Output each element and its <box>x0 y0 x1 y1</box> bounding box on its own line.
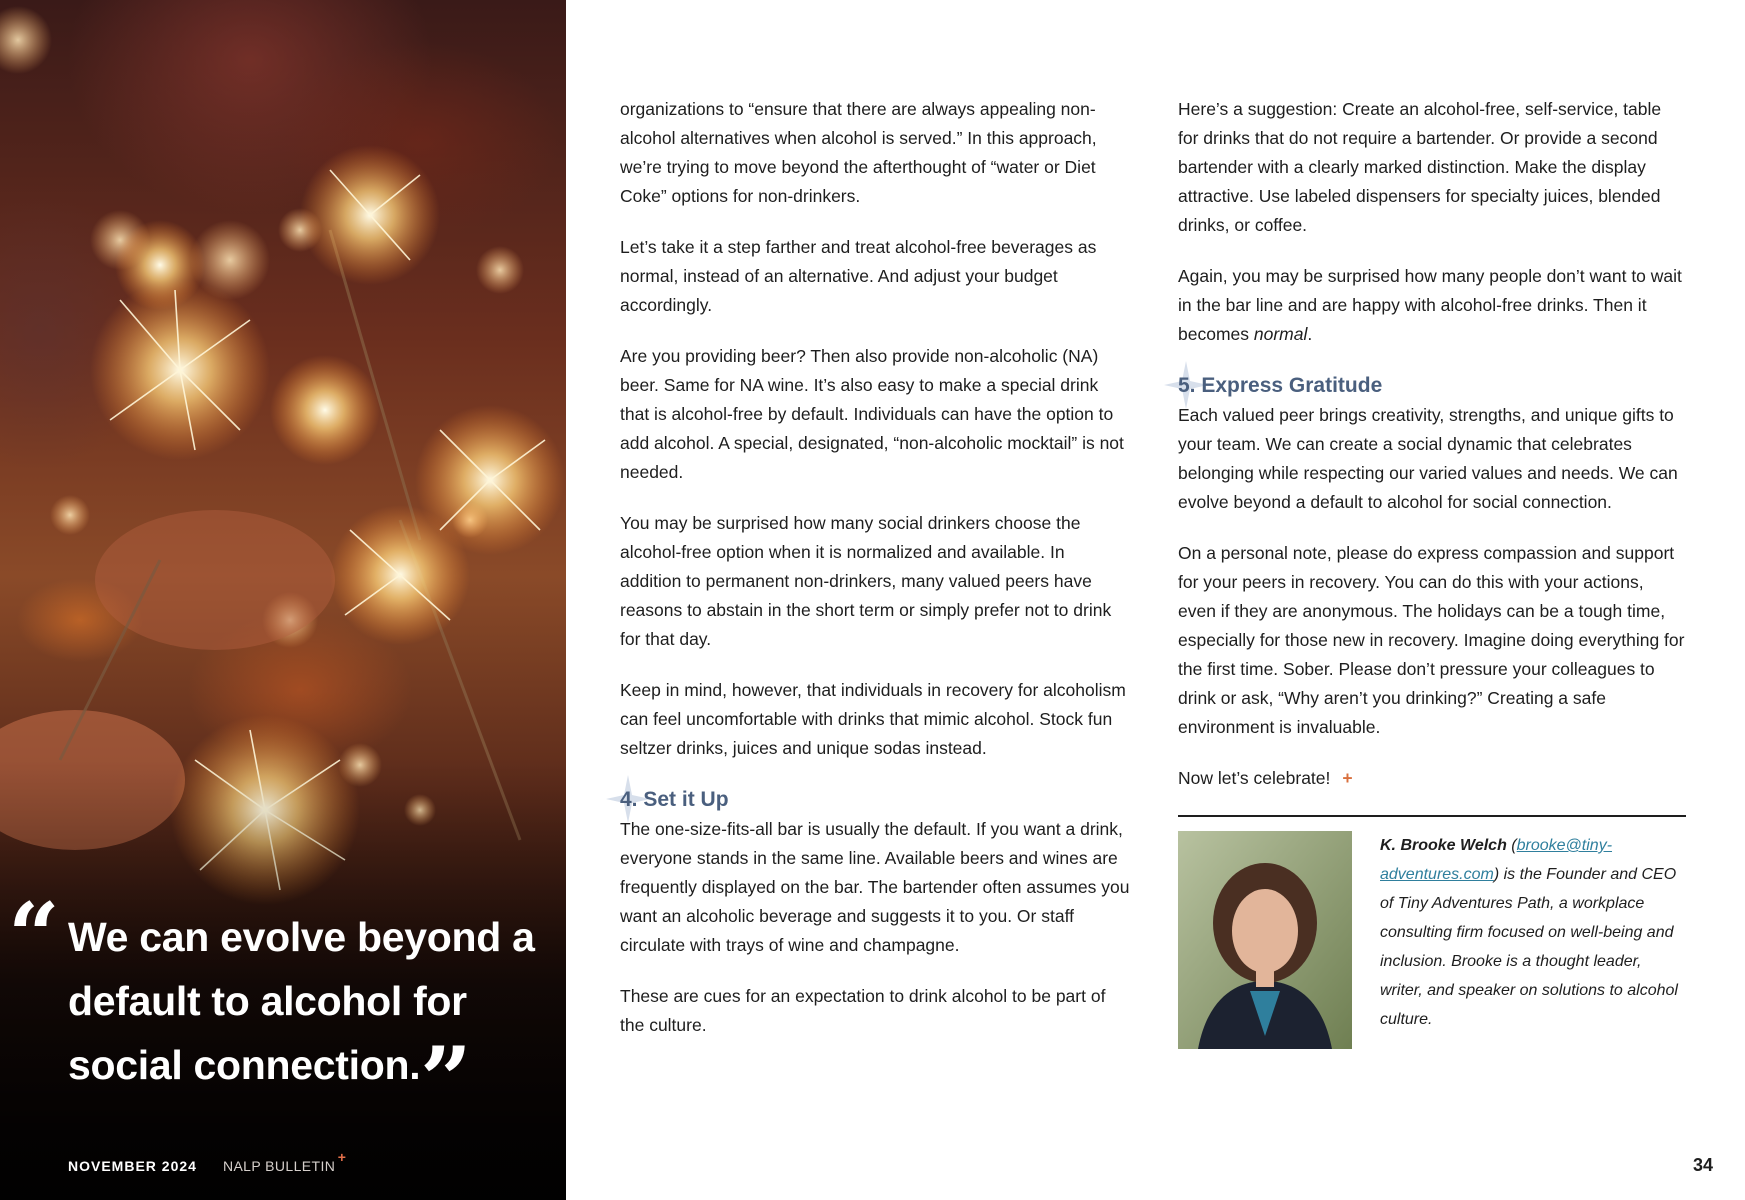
paragraph-end: . <box>1307 324 1313 344</box>
article-column-right <box>1178 95 1686 1049</box>
paragraph-text: Again, you may be surprised how many people don’t want to wait in the bar line and are happy with alcohol-free drinks. Then it becomes <box>1178 266 1682 344</box>
pull-quote <box>8 883 538 1133</box>
publication-label: NALP BULLETIN <box>222 1158 336 1174</box>
author-name: K. Brooke Welch <box>1380 837 1507 854</box>
open-quote-mark: “ <box>8 883 60 989</box>
paragraph: organizations to “ensure that there are always appealing non-alcohol alternatives when alcohol is served.” In this approach, we’re trying to move beyond the afterthought of “water or Diet Coke” options for non-drinkers. <box>620 99 1097 206</box>
section-title: 4. Set it Up <box>620 788 729 811</box>
author-bio <box>1178 831 1686 1049</box>
paragraph: Let’s take it a step farther and treat alcohol-free beverages as normal, instead of an alternative. And adjust your budget accordingly. <box>620 237 1097 315</box>
author-photo <box>1178 831 1352 1049</box>
section-heading-set-it-up <box>620 785 1130 815</box>
issue-date: NOVEMBER 2024 <box>68 1158 197 1174</box>
paragraph: On a personal note, please do express compassion and support for your peers in recovery. You can do this with your actions, even if they are anonymous. The holidays can be a tough time, especially for those new in recovery. Imagine doing everything for the first time. Sober. Please don’t pressure your colleagues to drink or ask, “Why aren’t you drinking?” Creating a safe environment is invaluable. <box>1178 543 1685 737</box>
closing-line <box>1178 764 1686 793</box>
paragraph: Here’s a suggestion: Create an alcohol-free, self-service, table for drinks that do not require a bartender. Or provide a second bartender with a clearly marked distinction. Make the display attractive. Use labeled dispensers for specialty juices, blended drinks, or coffee. <box>1178 99 1662 235</box>
plus-icon: + <box>1342 768 1353 788</box>
paragraph: These are cues for an expectation to drink alcohol to be part of the culture. <box>620 986 1106 1035</box>
paragraph: Each valued peer brings creativity, strengths, and unique gifts to your team. We can create a social dynamic that celebrates belonging while respecting our varied values and needs. We can evolve beyond a default to alcohol for social connection. <box>1178 405 1678 512</box>
pull-quote-text: We can evolve beyond a default to alcohol for social connection. <box>68 914 535 1088</box>
page-number: 34 <box>1692 1155 1713 1175</box>
section-title: 5. Express Gratitude <box>1178 374 1383 397</box>
paragraph: Keep in mind, however, that individuals in recovery for alcoholism can feel uncomfortable with drinks that mimic alcohol. Stock fun seltzer drinks, juices and unique sodas instead. <box>620 680 1126 758</box>
emphasis-text: normal <box>1253 324 1308 344</box>
section-heading-express-gratitude <box>1178 371 1686 401</box>
divider <box>1178 815 1686 817</box>
paragraph: The one-size-fits-all bar is usually the default. If you want a drink, everyone stands in the same line. Available beers and wines are frequently displayed on the bar. The bartender often assumes you want an alcoholic beverage and suggests it to you. Or staff circulate with trays of wine and champagne. <box>620 819 1130 955</box>
close-quote-mark: ” <box>420 1027 472 1133</box>
paragraph: You may be surprised how many social drinkers choose the alcohol-free option when it is normalized and available. In addition to permanent non-drinkers, many valued peers have reasons to abstain in the short term or simply prefer not to drink for that day. <box>620 513 1112 649</box>
closing-text: Now let’s celebrate! <box>1178 768 1331 788</box>
paragraph <box>1178 262 1686 349</box>
bio-description: ) is the Founder and CEO of Tiny Adventures Path, a workplace consulting firm focused on well-being and inclusion. Brooke is a thought leader, writer, and speaker on solutions to alcohol culture. <box>1380 866 1678 1028</box>
bio-open-paren: ( <box>1506 837 1517 854</box>
article-column-middle <box>620 95 1130 1062</box>
bio-text <box>1380 831 1686 1049</box>
sparklers-photo <box>0 0 566 1200</box>
footer-left <box>68 1149 347 1174</box>
author-email-link[interactable]: brooke@tiny-adventures.com <box>1380 837 1613 883</box>
publication-name <box>222 1149 347 1174</box>
paragraph: Are you providing beer? Then also provide non-alcoholic (NA) beer. Same for NA wine. It’s also easy to make a special drink that is alcohol-free by default. Individuals can have the option to add alcohol. A special, designated, “non-alcoholic mocktail” is not needed. <box>620 346 1124 482</box>
plus-icon: + <box>337 1149 347 1165</box>
